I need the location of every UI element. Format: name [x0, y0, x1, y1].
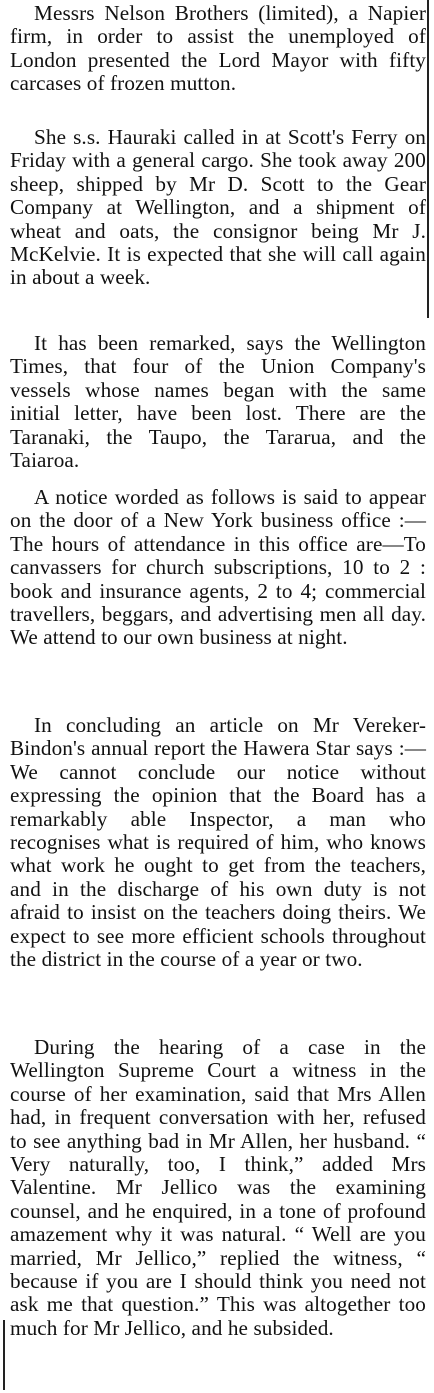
- news-paragraph-new-york-notice: A notice worded as follows is said to appear on the door of a New York business office :—The hours of attendance in this office are—To canvassers for church subscriptions, 10 to 2 : book and insurance agents, 2 to 4; commercial travellers, beggars, and advertising men all day. We attend to our own business at night.: [10, 485, 426, 650]
- news-paragraph-nelson-brothers: Messrs Nelson Brothers (limited), a Napier firm, in order to assist the unemployed of London presented the Lord Mayor with fifty carcases of frozen mutton.: [10, 1, 426, 96]
- column-rule-right: [427, 0, 429, 318]
- news-paragraph-union-company: It has been remarked, says the Wellington Times, that four of the Union Company's vessels whose names began with the same initial letter, have been lost. There are the Taranaki, the Taupo, the Tararua, and the Taiaroa.: [10, 331, 426, 473]
- news-paragraph-hauraki: She s.s. Hauraki called in at Scott's Ferry on Friday with a general cargo. She took away 200 sheep, shipped by Mr D. Scott to the Gear Company at Wellington, and a shipment of wheat and oats, the consignor being Mr J. McKelvie. It is expected that she will call again in about a week.: [10, 125, 426, 290]
- column-rule-left: [3, 1320, 5, 1390]
- news-paragraph-supreme-court: During the hearing of a case in the Wellington Supreme Court a witness in the course of her examination, said that Mrs Allen had, in frequent conversation with her, refused to see anything bad in Mr Allen, her husband. “ Very naturally, too, I think,” added Mrs Valentine. Mr Jellico was the examining counsel, and he enquired, in a tone of profound amazement why it was natural. “ Well are you married, Mr Jellico,” replied the witness, “ because if you are I should think you need not ask me that question.” This was altogether too much for Mr Jellico, and he subsided.: [10, 1035, 426, 1340]
- news-paragraph-hawera-star: In concluding an article on Mr Vereker-Bindon's annual report the Hawera Star says :—We cannot conclude our notice without expressing the opinion that the Board has a remarkably able Inspector, a man who recognises what is required of him, who knows what work he ought to get from the teachers, and in the discharge of his own duty is not afraid to insist on the teachers doing theirs. We expect to see more efficient schools throughout the district in the course of a year or two.: [10, 713, 426, 972]
